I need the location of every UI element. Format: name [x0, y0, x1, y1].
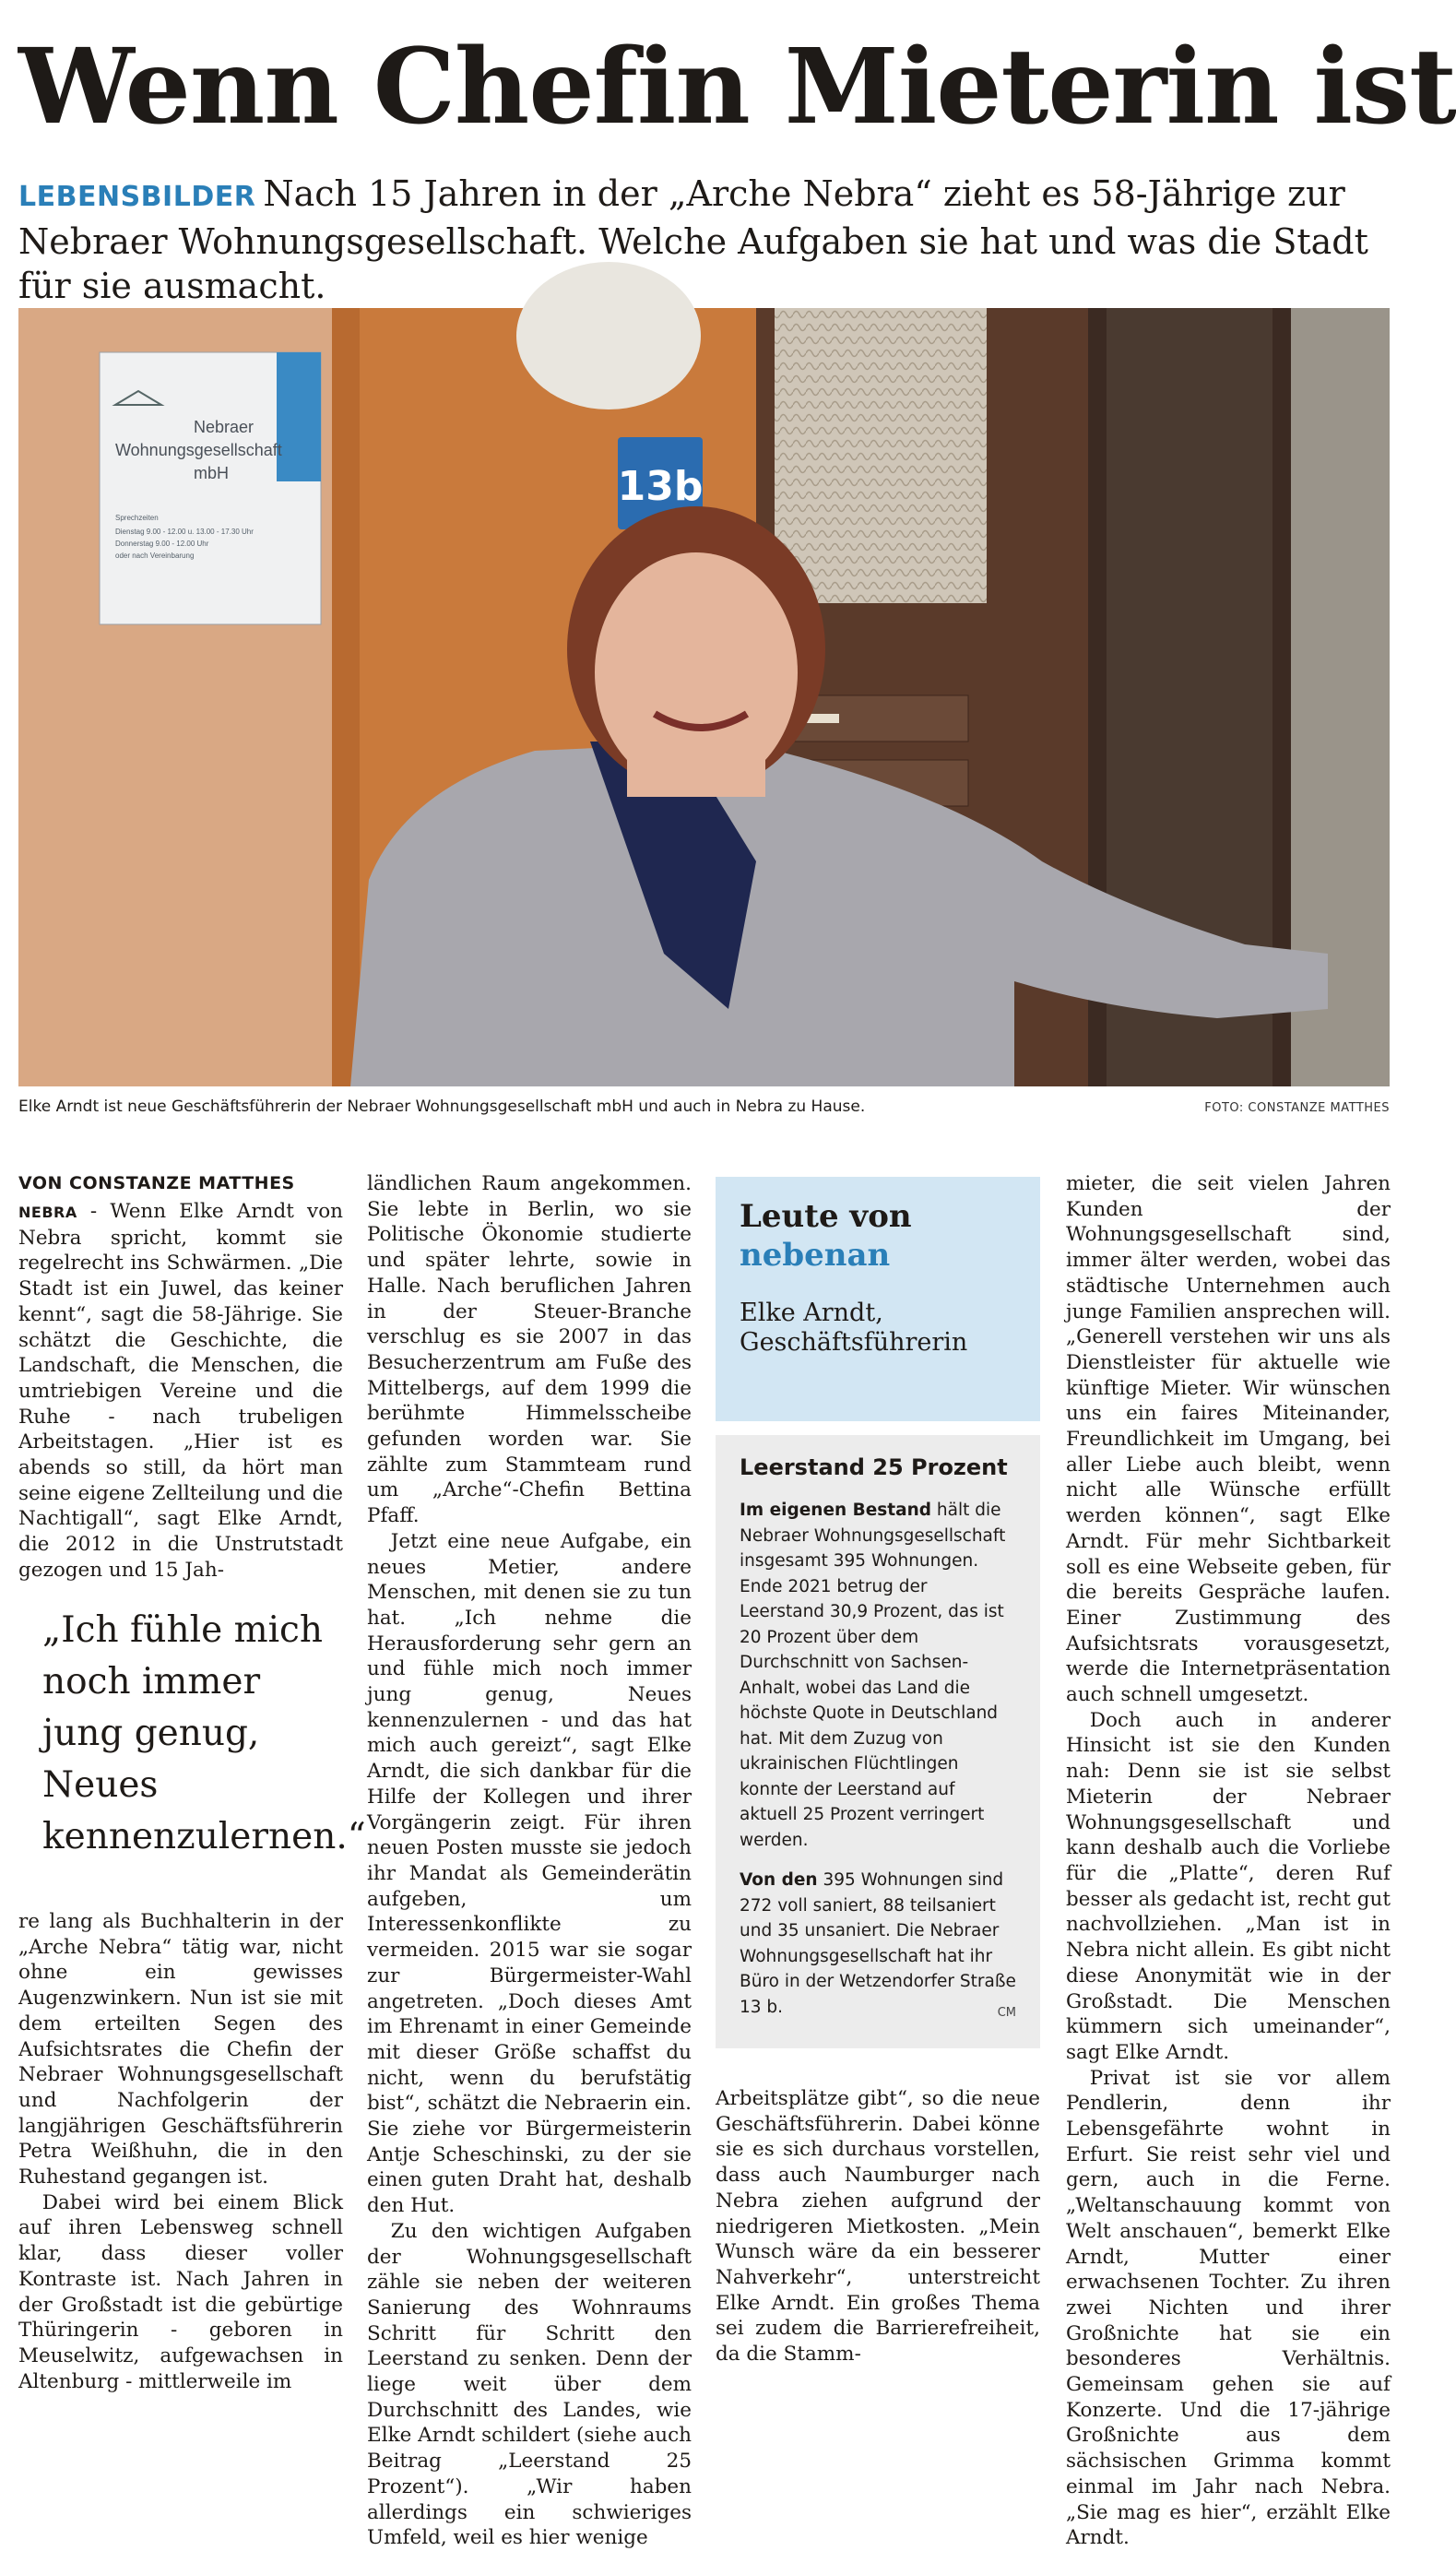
house-number: 13b	[617, 463, 704, 510]
paragraph: ländlichen Raum angekommen. Sie lebte in Berlin, wo sie Politische Ökonomie studierte und später lehrte, sowie in Halle. Nach beruflichen Jahren in der Steuer-Branche verschlug es sie 2007 in das Besucherzentrum am Fuße des Mittelbergs, auf dem 1999 die berühmte Himmelsscheibe gefunden worden war. Sie zählte zum Stammteam rund um „Arche“-Chefin Bettina Pfaff.	[367, 1172, 692, 1528]
info-text: hält die Nebraer Wohnungsgesellschaft insgesamt 395 Wohnungen. Ende 2021 betrug der Leerstand 30,9 Prozent, das ist 20 Prozent über dem Durchschnitt von Sachsen-Anhalt, wobei das Land die höchste Quote in Deutschland hat. Mit dem Zuzug von ukrainischen Flüchtlingen konnte der Leerstand auf aktuell 25 Prozent verringert werden.	[740, 1501, 1006, 1850]
paragraph: re lang als Buchhalterin in der „Arche Nebra“ tätig war, nicht ohne ein gewisses Augenzwinkern. Nun ist sie mit dem erteilten Segen des Aufsichtsrates die Chefin der Nebraer Wohnungsgesellschaft und Nachfolgerin der langjährigen Geschäftsführerin Petra Weißhuhn, die in den Ruhestand gegangen ist.	[18, 1910, 343, 2189]
sign-line-2: Wohnungsgesellschaft	[115, 441, 282, 459]
sign-line-3: mbH	[194, 464, 230, 482]
subheadline-text: Nach 15 Jahren in der „Arche Nebra“ zieht es 58-Jährige zur Nebraer Wohnungsgesellschaft. Welche Aufgaben sie hat und was die Stadt für sie ausmacht.	[18, 173, 1368, 306]
article-column-1-bottom	[18, 1909, 343, 2393]
article-column-2	[367, 1171, 692, 2550]
article-photo	[18, 308, 1390, 1086]
paragraph: Zu den wichtigen Aufgaben der Wohnungsgesellschaft zähle sie neben der weiteren Sanierung des Wohnraums Schritt für Schritt den Leerstand zu senken. Denn der liege weit über dem Durchschnitt des Landes, wie Elke Arndt schildert (siehe auch Beitrag „Leerstand 25 Prozent“). „Wir haben allerdings ein schwieriges Umfeld, weil es hier wenige	[367, 2219, 692, 2550]
photo-caption: Elke Arndt ist neue Geschäftsführerin der Nebraer Wohnungsgesellschaft mbH und auch in Nebra zu Hause.	[18, 1098, 866, 1116]
photo-credit: FOTO: CONSTANZE MATTHES	[1204, 1101, 1390, 1115]
article-column-1-top	[18, 1199, 343, 1582]
info-paragraph	[740, 1868, 1016, 2020]
company-sign	[100, 352, 321, 624]
headline: Wenn Chefin Mieterin ist	[18, 27, 1456, 148]
column-1-text: - Wenn Elke Arndt von Nebra spricht, kommt sie regelrecht ins Schwärmen. „Die Stadt ist ein Juwel, das keiner kennt“, sagt die 58-Jährige. Sie schätzt die Geschichte, die Landschaft, die Menschen, die umtriebigen Vereine und die Ruhe - nach trubeligen Arbeitstagen. „Hier ist es abends so still, da hört man seine eigene Zellteilung und die Nachtigall“, sagt Elke Arndt, die 2012 in die Unstrutstadt gezogen und 15 Jah-	[18, 1200, 343, 1582]
article-column-3-bottom	[716, 2086, 1040, 2367]
leerstand-info-box	[716, 1435, 1040, 2048]
paragraph: Jetzt eine neue Aufgabe, ein neues Metier, andere Menschen, mit denen sie zu tun hat. „Ich nehme die Herausforderung sehr gern an und fühle mich noch immer jung genug, Neues kennenzulernen - und das hat mich auch gereizt“, sagt Elke Arndt, die sich dankbar für die Hilfe der Kollegen und ihrer Vorgängerin zeigt. Für ihren neuen Posten musste sie jedoch ihr Mandat als Gemeinderätin aufgeben, um Interessenkonflikte zu vermeiden. 2015 war sie sogar zur Bürgermeister-Wahl angetreten. „Doch dieses Amt im Ehrenamt in einer Gemeinde mit dieser Größe schaffst du nicht, wenn du berufstätig bist“, schätzt die Nebraerin ein. Sie ziehe vor Bürgermeisterin Antje Scheschinski, zu der sie einen guten Draht hat, deshalb den Hut.	[367, 1529, 692, 2218]
leute-title-1: Leute von	[740, 1198, 912, 1235]
photo-illustration	[18, 308, 1390, 1086]
sign-hours-1: Dienstag 9.00 - 12.00 u. 13.00 - 17.30 Uhr	[115, 528, 254, 536]
dateline: NEBRA	[18, 1204, 77, 1221]
byline: VON CONSTANZE MATTHES	[18, 1173, 295, 1193]
info-lead: Im eigenen Bestand	[740, 1501, 932, 1520]
pull-quote: „Ich fühle mich noch immer jung genug, Neues kennenzulernen.“	[42, 1609, 366, 1857]
info-box-title: Leerstand 25 Prozent	[740, 1454, 1008, 1480]
sign-line-1: Nebraer	[194, 418, 255, 436]
paragraph: Doch auch in anderer Hinsicht ist sie den Kunden nah: Denn sie ist sie selbst Mieterin der Nebraer Wohnungsgesellschaft und kann deshalb auch die Vorliebe für die „Platte“, deren Ruf besser als gedacht ist, recht gut nachvollziehen. „Man ist in Nebra nicht allein. Es gibt nicht diese Anonymität wie in der Großstadt. Die Menschen kümmern sich umeinander“, sagt Elke Arndt.	[1066, 1708, 1391, 2064]
info-paragraph	[740, 1498, 1016, 1853]
paragraph: Privat ist sie vor allem Pendlerin, denn ihr Lebensgefährte wohnt in Erfurt. Sie reist sehr viel und gern, auch in die Ferne. „Weltanschauung kommt von Welt anschauen“, bemerkt Elke Arndt, Mutter einer erwachsenen Tochter. Zu ihren zwei Nichten und ihrer Großnichte hat sie ein besonderes Verhältnis. Gemeinsam gehen sie auf Konzerte. Und die 17-jährige Großnichte aus dem sächsischen Grimma kommt einmal im Jahr nach Nebra. „Sie mag es hier“, erzählt Elke Arndt.	[1066, 2066, 1391, 2550]
kicker: LEBENSBILDER	[18, 181, 256, 213]
leute-title-2: nebenan	[740, 1237, 891, 1274]
sign-hours-3: oder nach Vereinbarung	[115, 552, 195, 560]
info-lead: Von den	[740, 1870, 818, 1890]
paragraph: mieter, die seit vielen Jahren Kunden der Wohnungsgesellschaft sind, immer älter werden, wobei das städtische Unternehmen auch junge Familien ansprechen will. „Generell verstehen wir uns als Dienstleister für aktuelle wie künftige Mieter. Wir wünschen uns ein faires Miteinander, Freundlichkeit im Umgang, bei aller Liebe auch bleibt, wenn nicht alle Wünsche erfüllt werden können“, sagt Elke Arndt. Für mehr Sichtbarkeit soll es eine Webseite geben, für die bereits Gespräche laufen. Einer Zustimmung des Aufsichtsrats vorausgesetzt, werde die Internetpräsentation auch schnell umgesetzt.	[1066, 1172, 1391, 1707]
sign-hours-2: Donnerstag 9.00 - 12.00 Uhr	[115, 540, 209, 548]
paragraph: Arbeitsplätze gibt“, so die neue Geschäftsführerin. Dabei könne sie es sich durchaus vorstellen, dass auch Naumburger nach Nebra ziehen aufgrund der niedrigeren Mietkosten. „Mein Wunsch wäre da ein besserer Nahverkehr“, unterstreicht Elke Arndt. Ein großes Thema sei zudem die Barrierefreiheit, da die Stamm-	[716, 2087, 1040, 2367]
paragraph: Dabei wird bei einem Blick auf ihren Lebensweg schnell klar, dass dieser voller Kontraste ist. Nach Jahren in der Großstadt ist die gebürtige Thüringerin - geboren in Meuselwitz, aufgewachsen in Altenburg - mittlerweile im	[18, 2190, 343, 2393]
info-author: CM	[997, 2005, 1016, 2020]
leute-person: Elke Arndt, Geschäftsführerin	[740, 1299, 968, 1357]
leute-von-nebenan-box	[716, 1177, 1040, 1421]
subheadline	[18, 172, 1392, 308]
article-column-4	[1066, 1171, 1391, 2550]
sign-hours-title: Sprechzeiten	[115, 514, 159, 522]
info-text: 395 Wohnungen sind 272 voll saniert, 88 teilsaniert und 35 unsaniert. Die Nebraer Wohnungsgesellschaft hat ihr Büro in der Wetzendorfer Straße 13 b.	[740, 1870, 1016, 2017]
